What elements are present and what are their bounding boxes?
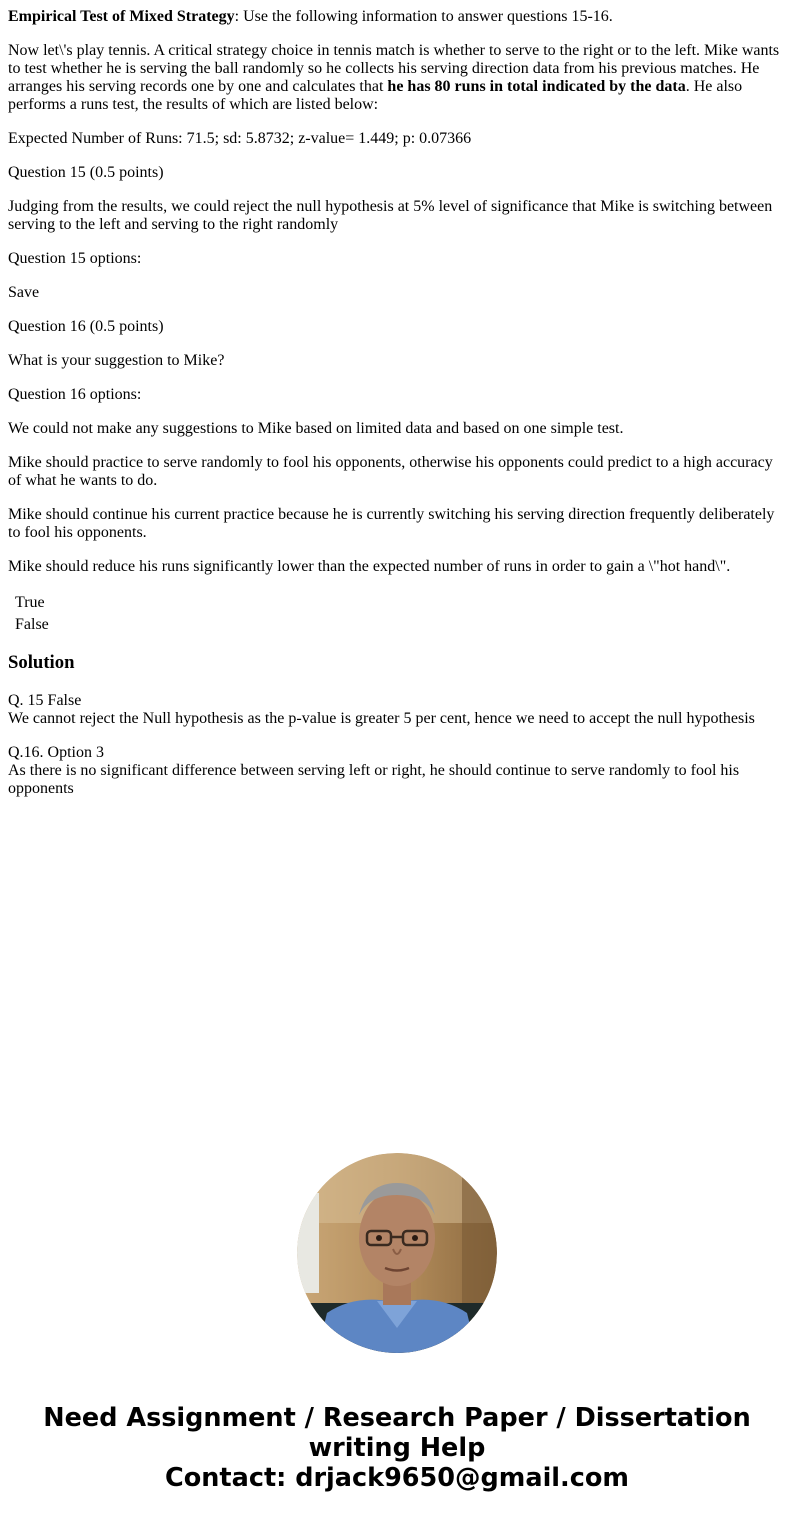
document-body (8, 8, 786, 814)
scenario-text-1: Now let\'s play tennis. A critical strategy choice in tennis match is whether to serve to the right or to the left. Mike wants to test whether he is serving the ball randomly so he collects his serving direction data from his previous matches. He arranges his serving records one by one and calculates that (8, 42, 780, 95)
promo-line-1: Need Assignment / Research Paper / Dissertation (43, 1403, 751, 1433)
intro-paragraph (8, 8, 786, 26)
q15-options-label: Question 15 options: (8, 250, 142, 267)
scenario-text-2: . He also performs a runs test, the results of which are listed below: (8, 78, 743, 113)
person-portrait-icon (297, 1153, 497, 1353)
author-photo (297, 1153, 497, 1353)
answer-15-text: We cannot reject the Null hypothesis as the p-value is greater 5 per cent, hence we need to accept the null hypothesis (8, 710, 755, 727)
intro-title: Empirical Test of Mixed Strategy (8, 8, 235, 25)
results-line: Expected Number of Runs: 71.5; sd: 5.8732; z-value= 1.449; p: 0.07366 (8, 130, 472, 147)
promo-banner (0, 1403, 794, 1493)
q15-header: Question 15 (0.5 points) (8, 164, 164, 181)
q16-text: What is your suggestion to Mike? (8, 352, 225, 369)
option-true[interactable]: True (15, 594, 45, 611)
option-false[interactable]: False (15, 616, 49, 633)
answer-16-text: As there is no significant difference between serving left or right, he should continue to serve randomly to fool his opponents (8, 762, 740, 797)
q16-option-4[interactable]: Mike should reduce his runs significantly lower than the expected number of runs in order to gain a \"hot hand\". (8, 558, 731, 575)
answer-16 (8, 744, 786, 798)
q16-header: Question 16 (0.5 points) (8, 318, 164, 335)
q16-options-label: Question 16 options: (8, 386, 142, 403)
intro-text: : Use the following information to answer questions 15-16. (234, 8, 613, 25)
q16-option-1[interactable]: We could not make any suggestions to Mike based on limited data and based on one simple test. (8, 420, 624, 437)
true-false-list (8, 592, 786, 636)
scenario-bold: he has 80 runs in total indicated by the data (387, 78, 686, 95)
save-button[interactable]: Save (8, 284, 40, 301)
q16-option-3[interactable]: Mike should continue his current practice because he is currently switching his serving direction frequently deliberately to fool his opponents. (8, 506, 775, 541)
q16-option-2[interactable]: Mike should practice to serve randomly to fool his opponents, otherwise his opponents could predict to a high accuracy of what he wants to do. (8, 454, 773, 489)
solution-heading: Solution (8, 652, 75, 673)
q15-text: Judging from the results, we could reject the null hypothesis at 5% level of significance that Mike is switching between serving to the left and serving to the right randomly (8, 198, 773, 233)
scenario-paragraph (8, 42, 786, 114)
promo-contact[interactable]: Contact: drjack9650@gmail.com (165, 1463, 629, 1493)
answer-16-title: Q.16. Option 3 (8, 744, 104, 761)
promo-line-2: writing Help (308, 1433, 486, 1463)
answer-15-title: Q. 15 False (8, 692, 82, 709)
answer-15 (8, 692, 786, 728)
